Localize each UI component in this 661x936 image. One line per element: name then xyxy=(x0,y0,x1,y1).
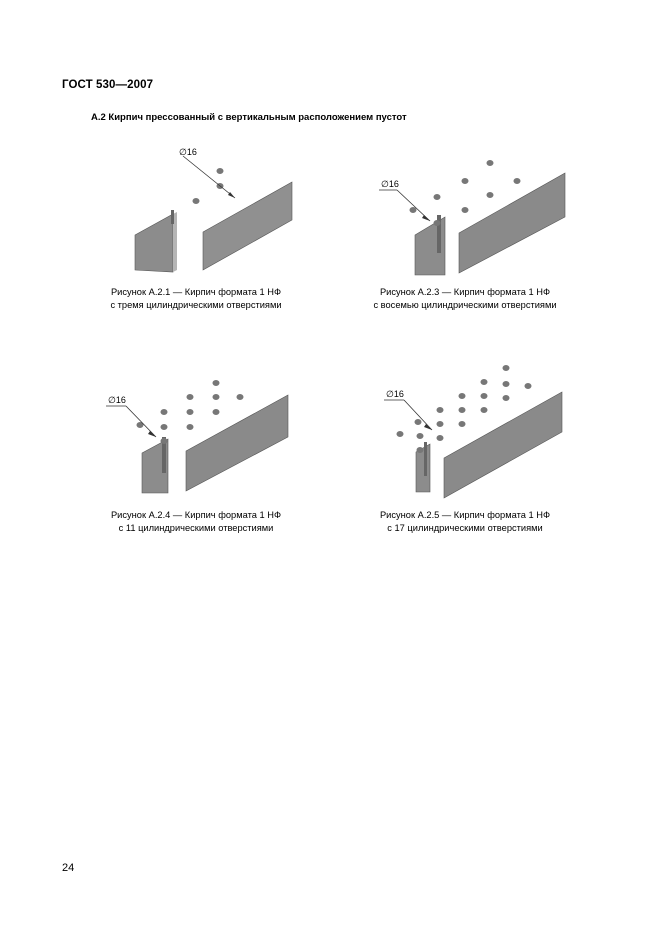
figure-brick-8-holes xyxy=(375,155,575,285)
caption-line: Рисунок А.2.1 — Кирпич формата 1 НФ xyxy=(110,287,282,297)
figure-caption-a21 xyxy=(76,286,316,311)
hole-mark xyxy=(187,409,194,415)
hole-mark xyxy=(459,393,466,399)
hole-mark xyxy=(187,424,194,430)
diameter-label: ∅16 xyxy=(179,147,197,157)
hole-mark xyxy=(437,407,444,413)
hole-mark xyxy=(187,394,194,400)
caption-line: с 17 цилиндрическими отверстиями xyxy=(387,522,543,533)
hole-mark xyxy=(462,207,469,213)
figure-caption-a24 xyxy=(76,509,316,534)
hole-mark xyxy=(481,407,488,413)
hole-mark xyxy=(437,421,444,427)
figure-brick-17-holes xyxy=(380,360,580,500)
caption-line: с тремя цилиндрическими отверстиями xyxy=(110,299,282,310)
caption-line: с восемью цилиндрическими отверстиями xyxy=(373,299,557,310)
hole-mark xyxy=(503,395,510,401)
hole-mark xyxy=(397,431,404,437)
hole-mark xyxy=(410,207,417,213)
hole-mark xyxy=(161,438,168,444)
hole-mark xyxy=(503,381,510,387)
hole-mark xyxy=(417,447,424,453)
hole-mark xyxy=(459,407,466,413)
hole-mark xyxy=(434,194,441,200)
hole-mark xyxy=(415,419,422,425)
document-header: ГОСТ 530—2007 xyxy=(62,79,154,91)
figure-brick-3-holes xyxy=(125,140,305,280)
page-number: 24 xyxy=(62,862,75,874)
figure-brick-11-holes xyxy=(100,375,300,500)
figure-caption-a23 xyxy=(345,286,585,311)
hole-mark xyxy=(481,393,488,399)
hole-mark xyxy=(462,178,469,184)
hole-mark xyxy=(487,160,494,166)
caption-line: с 11 цилиндрическими отверстиями xyxy=(118,522,274,533)
hole-mark xyxy=(487,192,494,198)
caption-line: Рисунок А.2.3 — Кирпич формата 1 НФ xyxy=(379,287,551,297)
hole-mark xyxy=(213,380,220,386)
hole-mark xyxy=(161,409,168,415)
diameter-label: ∅16 xyxy=(386,389,404,399)
hole-mark xyxy=(459,421,466,427)
hole-mark xyxy=(481,379,488,385)
figure-caption-a25 xyxy=(345,509,585,534)
hole-mark xyxy=(213,409,220,415)
hole-mark xyxy=(217,168,224,174)
hole-mark xyxy=(213,394,220,400)
hole-mark xyxy=(514,178,521,184)
caption-line: Рисунок А.2.4 — Кирпич формата 1 НФ xyxy=(110,510,282,520)
hole-mark xyxy=(237,394,244,400)
hole-mark xyxy=(434,220,441,226)
hole-mark xyxy=(417,433,424,439)
hole-mark xyxy=(525,383,532,389)
hole-mark xyxy=(437,435,444,441)
hole-mark xyxy=(193,198,200,204)
diameter-label: ∅16 xyxy=(381,179,399,189)
section-title: А.2 Кирпич прессованный с вертикальным расположением пустот xyxy=(91,112,407,123)
diameter-label: ∅16 xyxy=(108,395,126,405)
hole-mark xyxy=(161,424,168,430)
caption-line: Рисунок А.2.5 — Кирпич формата 1 НФ xyxy=(379,510,551,520)
hole-mark xyxy=(503,365,510,371)
